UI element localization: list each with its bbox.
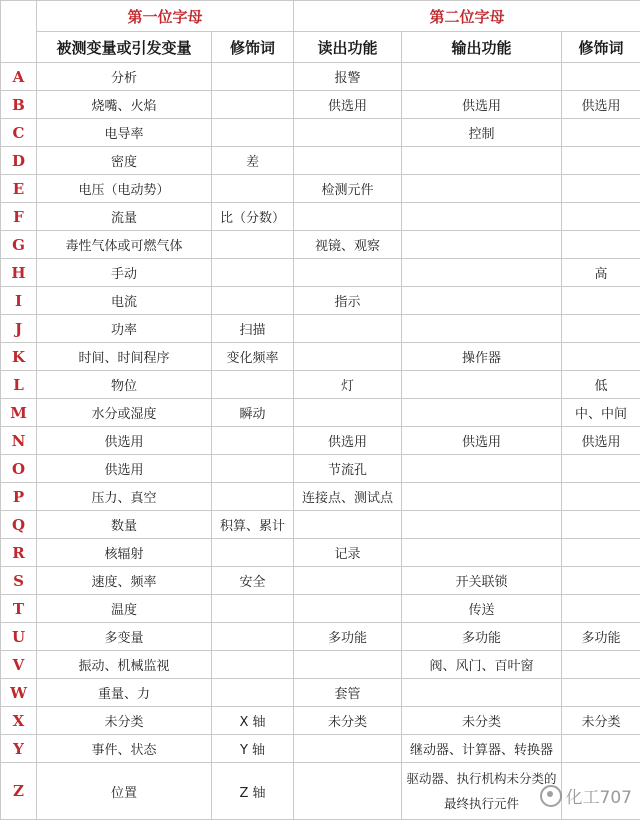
first-modifier-cell: X 轴 [212, 707, 294, 735]
second-modifier-cell [562, 119, 640, 147]
column-header-row [1, 32, 640, 63]
table-row [1, 91, 640, 119]
output-function-cell: 操作器 [402, 343, 562, 371]
measured-variable-cell: 温度 [37, 595, 212, 623]
table-row [1, 679, 640, 707]
readout-function-cell: 报警 [294, 63, 402, 91]
first-modifier-cell [212, 119, 294, 147]
measured-variable-cell: 位置 [37, 763, 212, 820]
second-modifier-cell: 高 [562, 259, 640, 287]
output-function-cell: 阀、风门、百叶窗 [402, 651, 562, 679]
table-row [1, 203, 640, 231]
readout-function-cell [294, 735, 402, 763]
watermark-text: 化工707 [565, 788, 632, 808]
row-letter: E [1, 175, 37, 203]
second-modifier-cell: 未分类 [562, 707, 640, 735]
readout-function-cell [294, 259, 402, 287]
first-modifier-cell: 变化频率 [212, 343, 294, 371]
readout-function-cell [294, 651, 402, 679]
output-function-cell [402, 147, 562, 175]
table-row [1, 707, 640, 735]
row-letter: B [1, 91, 37, 119]
first-modifier-cell: Z 轴 [212, 763, 294, 820]
column-header-variable: 被测变量或引发变量 [37, 32, 212, 63]
second-modifier-cell [562, 735, 640, 763]
output-function-cell: 供选用 [402, 91, 562, 119]
measured-variable-cell: 供选用 [37, 455, 212, 483]
first-modifier-cell [212, 231, 294, 259]
measured-variable-cell: 物位 [37, 371, 212, 399]
letter-column-header [1, 1, 37, 63]
measured-variable-cell: 压力、真空 [37, 483, 212, 511]
second-modifier-cell [562, 679, 640, 707]
table-row [1, 651, 640, 679]
readout-function-cell [294, 203, 402, 231]
first-modifier-cell [212, 259, 294, 287]
table-row [1, 539, 640, 567]
output-function-cell: 继动器、计算器、转换器 [402, 735, 562, 763]
table-row [1, 315, 640, 343]
row-letter: R [1, 539, 37, 567]
first-modifier-cell [212, 427, 294, 455]
row-letter: A [1, 63, 37, 91]
row-letter: F [1, 203, 37, 231]
measured-variable-cell: 时间、时间程序 [37, 343, 212, 371]
second-modifier-cell [562, 483, 640, 511]
first-modifier-cell [212, 539, 294, 567]
table-row [1, 231, 640, 259]
table-row [1, 399, 640, 427]
table-row [1, 175, 640, 203]
readout-function-cell: 记录 [294, 539, 402, 567]
readout-function-cell: 指示 [294, 287, 402, 315]
first-modifier-cell [212, 483, 294, 511]
column-header-output: 输出功能 [402, 32, 562, 63]
first-modifier-cell [212, 455, 294, 483]
output-function-cell [402, 511, 562, 539]
readout-function-cell: 供选用 [294, 427, 402, 455]
output-function-cell: 控制 [402, 119, 562, 147]
measured-variable-cell: 毒性气体或可燃气体 [37, 231, 212, 259]
row-letter: V [1, 651, 37, 679]
readout-function-cell: 视镜、观察 [294, 231, 402, 259]
measured-variable-cell: 事件、状态 [37, 735, 212, 763]
second-modifier-cell: 供选用 [562, 91, 640, 119]
table-row [1, 511, 640, 539]
measured-variable-cell: 速度、频率 [37, 567, 212, 595]
measured-variable-cell: 多变量 [37, 623, 212, 651]
readout-function-cell [294, 511, 402, 539]
table-row [1, 567, 640, 595]
output-function-cell: 多功能 [402, 623, 562, 651]
row-letter: N [1, 427, 37, 455]
first-modifier-cell [212, 91, 294, 119]
first-letter-group-header: 第一位字母 [37, 1, 294, 32]
table-row [1, 595, 640, 623]
table-row [1, 735, 640, 763]
second-modifier-cell [562, 203, 640, 231]
table-row [1, 259, 640, 287]
output-function-cell [402, 539, 562, 567]
readout-function-cell: 灯 [294, 371, 402, 399]
output-function-cell [402, 259, 562, 287]
output-function-cell: 未分类 [402, 707, 562, 735]
row-letter: M [1, 399, 37, 427]
second-modifier-cell [562, 455, 640, 483]
second-modifier-cell: 低 [562, 371, 640, 399]
readout-function-cell: 未分类 [294, 707, 402, 735]
row-letter: C [1, 119, 37, 147]
readout-function-cell [294, 315, 402, 343]
second-modifier-cell [562, 343, 640, 371]
first-modifier-cell [212, 371, 294, 399]
group-header-row [1, 1, 640, 32]
measured-variable-cell: 电压（电动势） [37, 175, 212, 203]
second-modifier-cell [562, 315, 640, 343]
measured-variable-cell: 重量、力 [37, 679, 212, 707]
measured-variable-cell: 数量 [37, 511, 212, 539]
row-letter: J [1, 315, 37, 343]
watermark [540, 783, 632, 808]
row-letter: L [1, 371, 37, 399]
readout-function-cell: 检测元件 [294, 175, 402, 203]
row-letter: D [1, 147, 37, 175]
output-function-cell [402, 483, 562, 511]
output-function-cell [402, 679, 562, 707]
second-modifier-cell [562, 651, 640, 679]
measured-variable-cell: 振动、机械监视 [37, 651, 212, 679]
table-row [1, 63, 640, 91]
first-modifier-cell: 瞬动 [212, 399, 294, 427]
output-function-cell: 开关联锁 [402, 567, 562, 595]
row-letter: G [1, 231, 37, 259]
table-row [1, 119, 640, 147]
output-function-cell [402, 203, 562, 231]
row-letter: U [1, 623, 37, 651]
second-modifier-cell: 多功能 [562, 623, 640, 651]
row-letter: W [1, 679, 37, 707]
table-body [1, 63, 640, 820]
second-modifier-cell [562, 287, 640, 315]
first-modifier-cell [212, 175, 294, 203]
readout-function-cell: 多功能 [294, 623, 402, 651]
row-letter: X [1, 707, 37, 735]
readout-function-cell: 节流孔 [294, 455, 402, 483]
measured-variable-cell: 密度 [37, 147, 212, 175]
readout-function-cell: 连接点、测试点 [294, 483, 402, 511]
column-header-modifier-2: 修饰词 [562, 32, 640, 63]
first-modifier-cell: 积算、累计 [212, 511, 294, 539]
column-header-modifier-1: 修饰词 [212, 32, 294, 63]
second-modifier-cell [562, 63, 640, 91]
second-modifier-cell [562, 147, 640, 175]
row-letter: P [1, 483, 37, 511]
readout-function-cell: 供选用 [294, 91, 402, 119]
output-function-cell [402, 399, 562, 427]
output-function-cell: 供选用 [402, 427, 562, 455]
row-letter: Y [1, 735, 37, 763]
second-modifier-cell [562, 231, 640, 259]
row-letter: H [1, 259, 37, 287]
second-modifier-cell: 中、中间 [562, 399, 640, 427]
second-letter-group-header: 第二位字母 [294, 1, 640, 32]
row-letter: K [1, 343, 37, 371]
first-modifier-cell: 比（分数） [212, 203, 294, 231]
table-row [1, 455, 640, 483]
second-modifier-cell [562, 511, 640, 539]
readout-function-cell [294, 595, 402, 623]
measured-variable-cell: 流量 [37, 203, 212, 231]
measured-variable-cell: 核辐射 [37, 539, 212, 567]
output-function-cell [402, 455, 562, 483]
watermark-logo-icon [540, 785, 562, 807]
table-row [1, 623, 640, 651]
measured-variable-cell: 供选用 [37, 427, 212, 455]
output-function-cell [402, 287, 562, 315]
measured-variable-cell: 水分或湿度 [37, 399, 212, 427]
measured-variable-cell: 电流 [37, 287, 212, 315]
readout-function-cell [294, 399, 402, 427]
readout-function-cell [294, 343, 402, 371]
readout-function-cell: 套管 [294, 679, 402, 707]
second-modifier-cell [562, 175, 640, 203]
readout-function-cell [294, 567, 402, 595]
first-modifier-cell: 扫描 [212, 315, 294, 343]
first-modifier-cell: 安全 [212, 567, 294, 595]
table-row [1, 483, 640, 511]
second-modifier-cell [562, 595, 640, 623]
output-function-cell [402, 371, 562, 399]
column-header-readout: 读出功能 [294, 32, 402, 63]
row-letter: Z [1, 763, 37, 820]
first-modifier-cell [212, 287, 294, 315]
readout-function-cell [294, 147, 402, 175]
measured-variable-cell: 烧嘴、火焰 [37, 91, 212, 119]
first-modifier-cell: 差 [212, 147, 294, 175]
measured-variable-cell: 分析 [37, 63, 212, 91]
output-function-cell [402, 175, 562, 203]
measured-variable-cell: 功率 [37, 315, 212, 343]
first-modifier-cell [212, 651, 294, 679]
first-modifier-cell: Y 轴 [212, 735, 294, 763]
output-function-cell: 传送 [402, 595, 562, 623]
first-modifier-cell [212, 595, 294, 623]
output-function-cell: 驱动器、执行机构未分类的最终执行元件 [402, 763, 562, 820]
first-modifier-cell [212, 63, 294, 91]
table-row [1, 287, 640, 315]
row-letter: O [1, 455, 37, 483]
output-function-cell [402, 231, 562, 259]
row-letter: I [1, 287, 37, 315]
row-letter: T [1, 595, 37, 623]
measured-variable-cell: 电导率 [37, 119, 212, 147]
second-modifier-cell: 供选用 [562, 427, 640, 455]
readout-function-cell [294, 119, 402, 147]
table-row [1, 343, 640, 371]
table-row [1, 427, 640, 455]
first-modifier-cell [212, 679, 294, 707]
output-function-cell [402, 63, 562, 91]
table-row [1, 147, 640, 175]
row-letter: Q [1, 511, 37, 539]
row-letter: S [1, 567, 37, 595]
readout-function-cell [294, 763, 402, 820]
measured-variable-cell: 手动 [37, 259, 212, 287]
measured-variable-cell: 未分类 [37, 707, 212, 735]
output-function-cell [402, 315, 562, 343]
second-modifier-cell [562, 539, 640, 567]
first-modifier-cell [212, 623, 294, 651]
table-row [1, 371, 640, 399]
second-modifier-cell [562, 567, 640, 595]
